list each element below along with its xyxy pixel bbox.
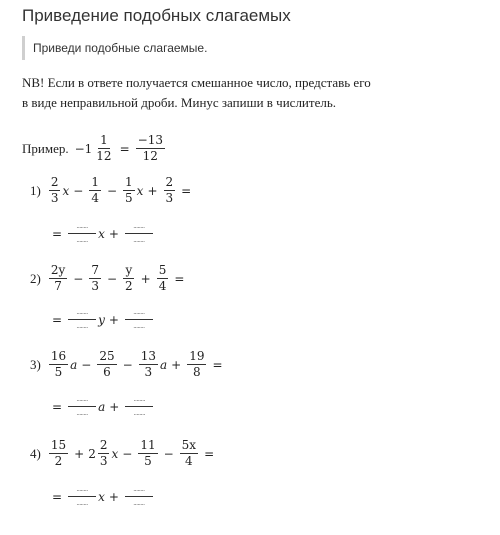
variable: x (98, 226, 105, 241)
fraction-numerator: 25 (99, 349, 115, 363)
fraction-denominator: 3 (91, 279, 99, 293)
dotted-placeholder: ........ (76, 223, 88, 230)
blank-denominator (68, 497, 96, 510)
problem-expression (30, 350, 227, 379)
term-fraction (180, 439, 198, 468)
blank-denominator (125, 320, 153, 333)
fraction-numerator: 2 (50, 175, 59, 189)
fraction-numerator: 2y (50, 263, 66, 277)
operator: + (171, 357, 182, 372)
dotted-placeholder: ........ (76, 410, 88, 417)
variable: a (70, 357, 78, 372)
fraction-denominator: 3 (144, 365, 153, 379)
task-note (22, 73, 442, 113)
equals-sign: = (119, 141, 130, 156)
equals-sign: = (52, 226, 63, 241)
term-fraction (139, 350, 158, 379)
term-fraction (49, 176, 61, 205)
fraction-numerator: 5x (181, 438, 197, 452)
dotted-placeholder: ........ (133, 486, 145, 493)
fraction-denominator: 3 (50, 191, 59, 205)
operator: − (163, 446, 174, 461)
fraction-denominator: 12 (142, 149, 158, 163)
answer-coefficient-blank (68, 483, 96, 510)
blank-numerator (68, 393, 96, 407)
fraction-numerator: 19 (189, 349, 205, 363)
fraction-numerator: y (125, 263, 133, 277)
note-line-1: NB! Если в ответе получается смешанное число, представь его (22, 75, 371, 90)
answer-coefficient-blank (68, 306, 96, 333)
blank-denominator (68, 320, 96, 333)
term-fraction (98, 439, 110, 468)
fraction-denominator: 2 (54, 454, 63, 468)
equals-sign: = (52, 399, 63, 414)
blank-numerator (68, 220, 96, 234)
answer-line (48, 306, 155, 333)
answer-constant-blank (125, 306, 153, 333)
variable: y (98, 312, 105, 327)
problem-label: 4) (30, 445, 41, 461)
operator: − (81, 357, 92, 372)
operator: = (174, 271, 185, 286)
fraction-numerator: 16 (50, 349, 67, 363)
blank-numerator (68, 483, 96, 497)
fraction-denominator: 2 (125, 279, 133, 293)
term-text: 2 (88, 446, 96, 461)
fraction-denominator: 4 (185, 454, 193, 468)
fraction-denominator: 5 (54, 365, 63, 379)
operator: + (140, 271, 151, 286)
term-fraction (187, 350, 206, 379)
dotted-placeholder: ........ (133, 223, 145, 230)
dotted-placeholder: ........ (76, 500, 88, 507)
fraction-denominator: 4 (158, 279, 167, 293)
operator: + (147, 183, 158, 198)
blank-numerator (125, 220, 153, 234)
blank-numerator (125, 483, 153, 497)
blank-denominator (68, 234, 96, 247)
variable: a (159, 357, 168, 372)
plus-sign: + (108, 489, 119, 504)
term-fraction (164, 176, 176, 205)
problem-label: 1) (30, 182, 41, 198)
term-fraction (49, 264, 67, 293)
operator: = (181, 183, 192, 198)
fraction-denominator: 8 (193, 365, 201, 379)
fraction-numerator: 1 (100, 133, 108, 147)
fraction-denominator: 6 (103, 365, 111, 379)
example-fraction-right (136, 134, 165, 163)
term-fraction (157, 264, 169, 293)
equals-sign: = (52, 312, 63, 327)
fraction-denominator: 7 (54, 279, 62, 293)
answer-coefficient-blank (68, 220, 96, 247)
fraction-numerator: 7 (91, 263, 99, 277)
blank-denominator (125, 497, 153, 510)
operator: − (106, 183, 118, 198)
variable: x (136, 183, 144, 198)
blank-denominator (68, 407, 96, 420)
blank-numerator (68, 306, 96, 320)
blank-numerator (125, 393, 153, 407)
fraction-numerator: 15 (50, 438, 67, 452)
fraction-numerator: 2 (165, 175, 174, 189)
term-fraction (89, 264, 101, 293)
variable: x (62, 183, 70, 198)
operator: = (204, 446, 215, 461)
variable: x (98, 489, 105, 504)
term-fraction (49, 350, 68, 379)
equals-sign: = (52, 489, 63, 504)
example-fraction-left (94, 134, 113, 163)
problem-expression (30, 264, 188, 293)
answer-constant-blank (125, 483, 153, 510)
plus-sign: + (109, 399, 120, 414)
task-instruction: Приведи подобные слагаемые. (22, 36, 207, 60)
operator: + (74, 446, 85, 461)
fraction-numerator: 2 (99, 438, 108, 452)
fraction-numerator: −13 (137, 133, 163, 147)
plus-sign: + (108, 312, 119, 327)
note-line-2: в виде неправильной дроби. Минус запиши в числитель. (22, 95, 337, 110)
example-line (22, 134, 167, 163)
fraction-denominator: 3 (165, 191, 174, 205)
blank-numerator (125, 306, 153, 320)
answer-constant-blank (125, 393, 153, 420)
operator: − (73, 271, 84, 286)
problem-label: 2) (30, 270, 41, 286)
fraction-numerator: 11 (140, 438, 156, 452)
dotted-placeholder: ........ (133, 396, 145, 403)
fraction-numerator: 13 (140, 349, 156, 363)
fraction-denominator: 5 (125, 191, 133, 205)
answer-line (48, 220, 155, 247)
term-fraction (123, 176, 135, 205)
answer-line (48, 483, 155, 510)
fraction-numerator: 1 (125, 175, 133, 189)
page-title: Приведение подобных слагаемых (22, 6, 291, 25)
fraction-denominator: 12 (96, 149, 112, 163)
example-label: Пример. (22, 140, 69, 156)
fraction-denominator: 5 (144, 454, 152, 468)
term-fraction (89, 176, 101, 205)
plus-sign: + (108, 226, 119, 241)
dotted-placeholder: ........ (133, 237, 145, 244)
operator: − (122, 446, 133, 461)
fraction-numerator: 1 (91, 175, 99, 189)
dotted-placeholder: ........ (76, 309, 88, 316)
dotted-placeholder: ........ (133, 410, 145, 417)
dotted-placeholder: ........ (76, 237, 88, 244)
term-fraction (123, 264, 135, 293)
dotted-placeholder: ........ (76, 323, 88, 330)
problem-expression (30, 176, 195, 205)
variable: a (98, 399, 106, 414)
operator: − (73, 183, 84, 198)
example-mixed-whole: −1 (74, 141, 93, 156)
dotted-placeholder: ........ (133, 309, 145, 316)
problem-expression (30, 439, 218, 468)
fraction-denominator: 4 (91, 191, 99, 205)
term-fraction (138, 439, 157, 468)
operator: − (122, 357, 133, 372)
dotted-placeholder: ........ (76, 396, 88, 403)
term-fraction (97, 350, 116, 379)
answer-constant-blank (125, 220, 153, 247)
dotted-placeholder: ........ (76, 486, 88, 493)
dotted-placeholder: ........ (133, 323, 145, 330)
term-fraction (49, 439, 68, 468)
operator: − (106, 271, 118, 286)
fraction-denominator: 3 (99, 454, 108, 468)
variable: x (111, 446, 119, 461)
operator: = (212, 357, 223, 372)
answer-line (48, 393, 155, 420)
blank-denominator (125, 407, 153, 420)
fraction-numerator: 5 (158, 263, 167, 277)
dotted-placeholder: ........ (133, 500, 145, 507)
answer-coefficient-blank (68, 393, 96, 420)
blank-denominator (125, 234, 153, 247)
problem-label: 3) (30, 356, 41, 372)
